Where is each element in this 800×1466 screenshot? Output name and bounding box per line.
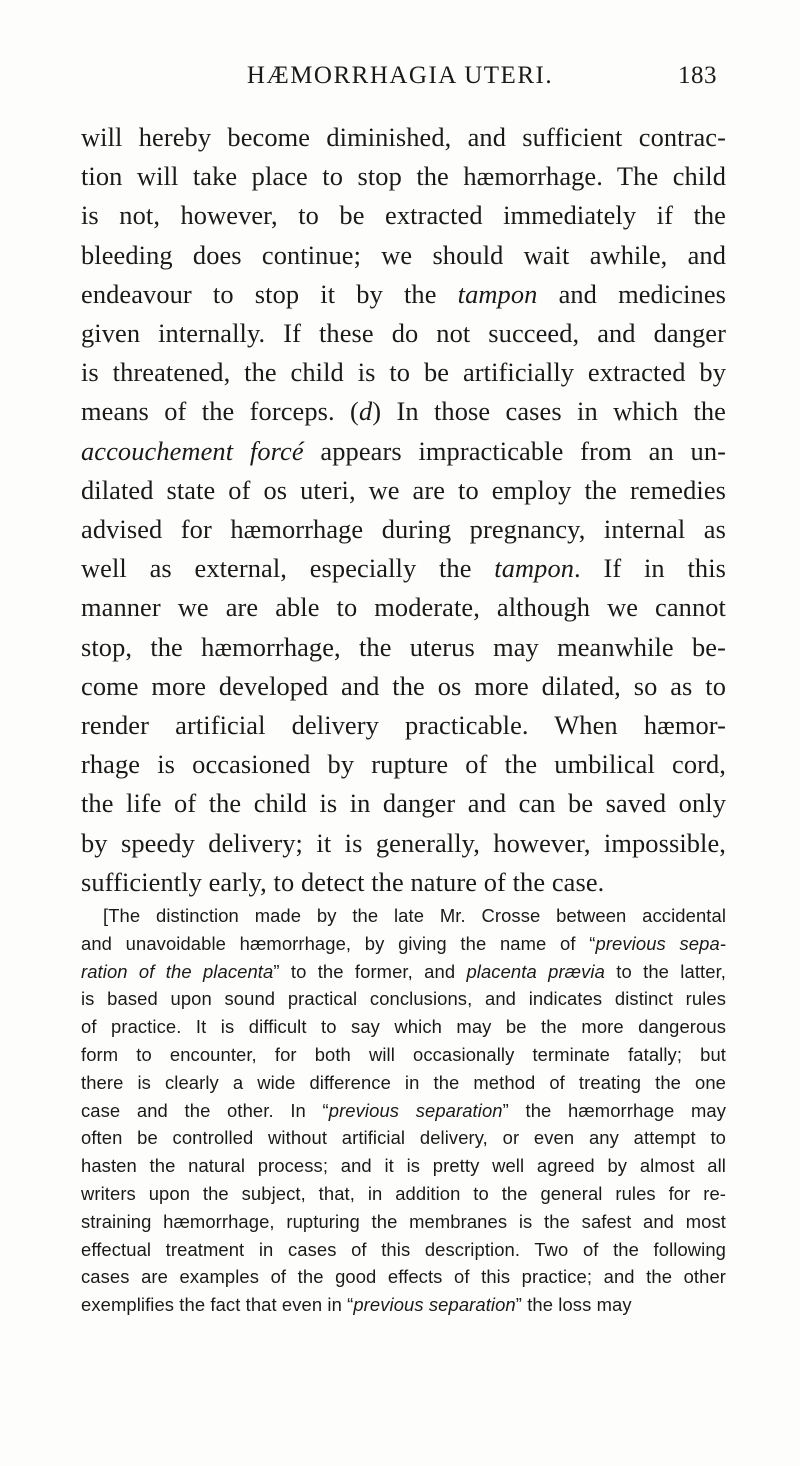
text-segment: straining hæmorrhage, rupturing the membranes is the safest and most xyxy=(81,1210,726,1232)
text-line xyxy=(81,1069,726,1097)
text-segment: ” the loss may xyxy=(515,1294,632,1316)
text-segment: is threatened, the child is to be artificially extracted by xyxy=(81,357,726,388)
text-segment: cases are examples of the good effects of this practice; and the other xyxy=(81,1266,726,1288)
text-segment: often be controlled without artificial delivery, or even any attempt to xyxy=(81,1127,726,1149)
text-segment: ” to the former, and xyxy=(273,960,467,982)
text-line xyxy=(81,1180,726,1208)
text-segment: come more developed and the os more dilated, so as to xyxy=(81,670,726,701)
text-segment: and unavoidable hæmorrhage, by giving the name of “ xyxy=(81,932,596,954)
text-line xyxy=(81,958,726,986)
text-segment: writers upon the subject, that, in addition to the general rules for re- xyxy=(81,1182,726,1204)
text-line xyxy=(81,1291,726,1319)
text-segment: . If in this xyxy=(574,553,727,584)
text-segment: by speedy delivery; it is generally, however, impossible, xyxy=(81,827,726,858)
italic-text: ration of the placenta xyxy=(81,960,274,982)
text-segment: exemplifies the fact that even in “ xyxy=(81,1294,354,1316)
italic-text: tampon xyxy=(494,553,575,584)
text-segment: the life of the child is in danger and can be saved only xyxy=(81,788,726,819)
text-segment: form to encounter, for both will occasionally terminate fatally; but xyxy=(81,1043,726,1065)
text-line xyxy=(81,1041,726,1069)
text-line xyxy=(81,1263,726,1291)
italic-text: accouchement forcé xyxy=(81,435,304,466)
text-segment: appears impracticable from an un- xyxy=(303,435,727,466)
text-segment: to the latter, xyxy=(604,960,726,982)
text-line xyxy=(81,824,726,863)
text-segment: effectual treatment in cases of this description. Two of the following xyxy=(81,1238,726,1260)
text-segment: tion will take place to stop the hæmorrhage. The child xyxy=(81,161,726,192)
text-line xyxy=(81,1013,726,1041)
text-line xyxy=(81,118,726,157)
text-line xyxy=(81,275,726,314)
text-segment: well as external, especially the xyxy=(81,553,495,584)
text-segment: hasten the natural process; and it is pretty well agreed by almost all xyxy=(81,1155,726,1177)
text-segment: stop, the hæmorrhage, the uterus may meanwhile be- xyxy=(81,631,726,662)
text-line xyxy=(81,863,726,902)
text-line xyxy=(81,432,726,471)
italic-text: previous separation xyxy=(328,1099,503,1121)
text-line xyxy=(81,549,726,588)
text-segment: rhage is occasioned by rupture of the umbilical cord, xyxy=(81,749,726,780)
text-line xyxy=(81,1152,726,1180)
text-segment: ” the hæmorrhage may xyxy=(502,1099,726,1121)
text-line xyxy=(81,706,726,745)
text-segment: case and the other. In “ xyxy=(81,1099,329,1121)
italic-text: placenta prævia xyxy=(466,960,605,982)
text-line xyxy=(81,510,726,549)
text-line xyxy=(81,471,726,510)
text-line xyxy=(81,236,726,275)
italic-text: previous separation xyxy=(353,1294,516,1316)
italic-text: d xyxy=(358,396,373,427)
text-segment: [The distinction made by the late Mr. Crosse between accidental xyxy=(103,905,726,926)
text-line xyxy=(81,745,726,784)
text-segment: is not, however, to be extracted immediately if the xyxy=(81,200,726,231)
running-title: HÆMORRHAGIA UTERI. xyxy=(246,62,554,89)
text-segment: ) In those cases in which the xyxy=(372,396,726,427)
text-segment: will hereby become diminished, and sufficient contrac- xyxy=(81,122,726,152)
text-line xyxy=(81,628,726,667)
text-line xyxy=(81,353,726,392)
italic-text: tampon xyxy=(457,278,538,309)
text-line xyxy=(81,985,726,1013)
text-segment: given internally. If these do not succeed, and danger xyxy=(81,318,726,349)
text-line xyxy=(81,930,726,958)
text-line xyxy=(81,196,726,235)
text-segment: of practice. It is difficult to say which may be the more dangerous xyxy=(81,1016,726,1038)
text-segment: endeavour to stop it by the xyxy=(81,278,458,309)
text-segment: advised for hæmorrhage during pregnancy, internal as xyxy=(81,514,726,545)
text-line xyxy=(81,588,726,627)
text-segment: means of the forceps. ( xyxy=(81,396,359,427)
text-line xyxy=(81,784,726,823)
text-line xyxy=(81,392,726,431)
text-line xyxy=(81,902,726,930)
text-line xyxy=(81,1124,726,1152)
text-line xyxy=(81,157,726,196)
body-text xyxy=(81,118,726,902)
text-line xyxy=(81,1236,726,1264)
text-line xyxy=(81,667,726,706)
text-segment: render artificial delivery practicable. When hæmor- xyxy=(81,710,726,741)
text-segment: manner we are able to moderate, although we cannot xyxy=(81,592,726,623)
page-number: 183 xyxy=(678,62,717,89)
text-line xyxy=(81,1097,726,1125)
running-head xyxy=(0,62,800,102)
text-segment: bleeding does continue; we should wait awhile, and xyxy=(81,239,726,270)
footnote-text xyxy=(81,902,726,1319)
text-line xyxy=(81,314,726,353)
text-line xyxy=(81,1208,726,1236)
text-segment: and medicines xyxy=(537,278,726,309)
text-segment: is based upon sound practical conclusions, and indicates distinct rules xyxy=(81,988,726,1010)
italic-text: previous sepa- xyxy=(595,932,726,954)
text-segment: there is clearly a wide difference in the method of treating the one xyxy=(81,1071,726,1093)
text-segment: dilated state of os uteri, we are to employ the remedies xyxy=(81,474,726,505)
text-segment: sufficiently early, to detect the nature of the case. xyxy=(81,866,605,897)
